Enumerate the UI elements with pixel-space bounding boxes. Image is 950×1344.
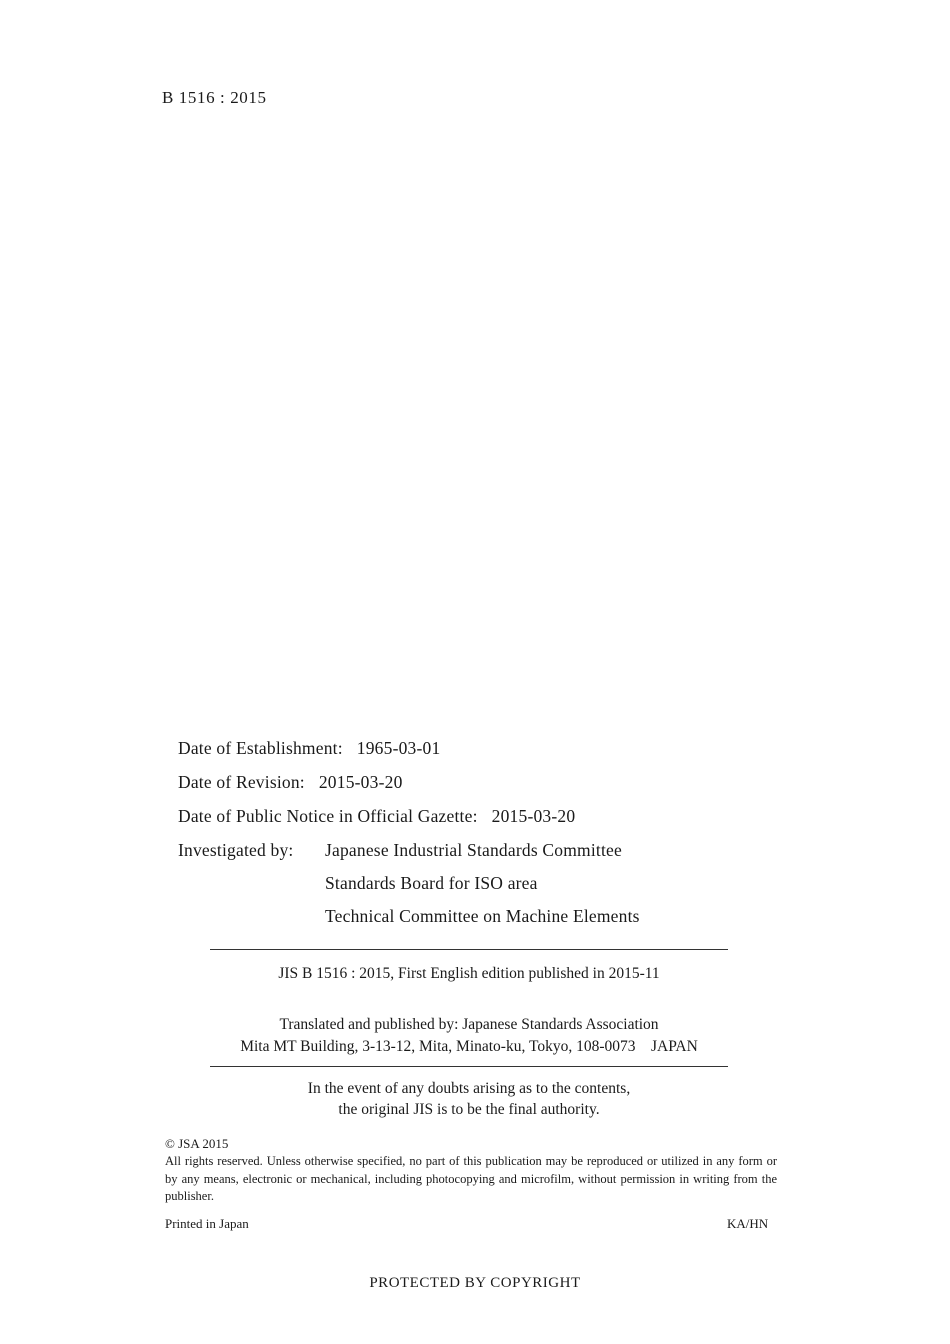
investigated-label: Investigated by: <box>178 840 294 860</box>
investigating-body: Japanese Industrial Standards Committee <box>325 840 622 860</box>
gazette-value: 2015-03-20 <box>491 806 576 826</box>
establishment-row <box>178 738 440 759</box>
copyright-notice: © JSA 2015 <box>165 1136 229 1151</box>
revision-row <box>178 772 403 793</box>
establishment-value: 1965-03-01 <box>356 738 441 758</box>
gazette-label: Date of Public Notice in Official Gazette: <box>178 806 478 826</box>
copyright-footer: PROTECTED BY COPYRIGHT <box>369 1275 581 1291</box>
authority-line-1: In the event of any doubts arising as to the contents, <box>307 1080 631 1097</box>
standard-code-header: B 1516 : 2015 <box>162 88 267 107</box>
divider <box>210 1066 728 1067</box>
divider <box>210 949 728 950</box>
establishment-label: Date of Establishment: <box>178 738 343 758</box>
gazette-row <box>178 806 575 827</box>
rights-text: All rights reserved. Unless otherwise specified, no part of this publication may be reproduced or utilized in any form or by any means, electronic or mechanical, including photocopying and microfilm, without permission in writing from the publisher. <box>165 1154 777 1203</box>
investigating-body: Technical Committee on Machine Elements <box>325 906 640 926</box>
investigating-body: Standards Board for ISO area <box>325 873 538 893</box>
address-line: Mita MT Building, 3-13-12, Mita, Minato-ku, Tokyo, 108-0073 JAPAN <box>240 1038 698 1055</box>
translated-line: Translated and published by: Japanese Standards Association <box>279 1016 659 1033</box>
edition-line: JIS B 1516 : 2015, First English edition published in 2015-11 <box>278 965 660 982</box>
classification-code: KA/HN <box>727 1216 769 1231</box>
revision-label: Date of Revision: <box>178 772 305 792</box>
authority-line-2: the original JIS is to be the final authority. <box>338 1101 600 1118</box>
revision-value: 2015-03-20 <box>318 772 403 792</box>
printed-in: Printed in Japan <box>165 1216 249 1231</box>
